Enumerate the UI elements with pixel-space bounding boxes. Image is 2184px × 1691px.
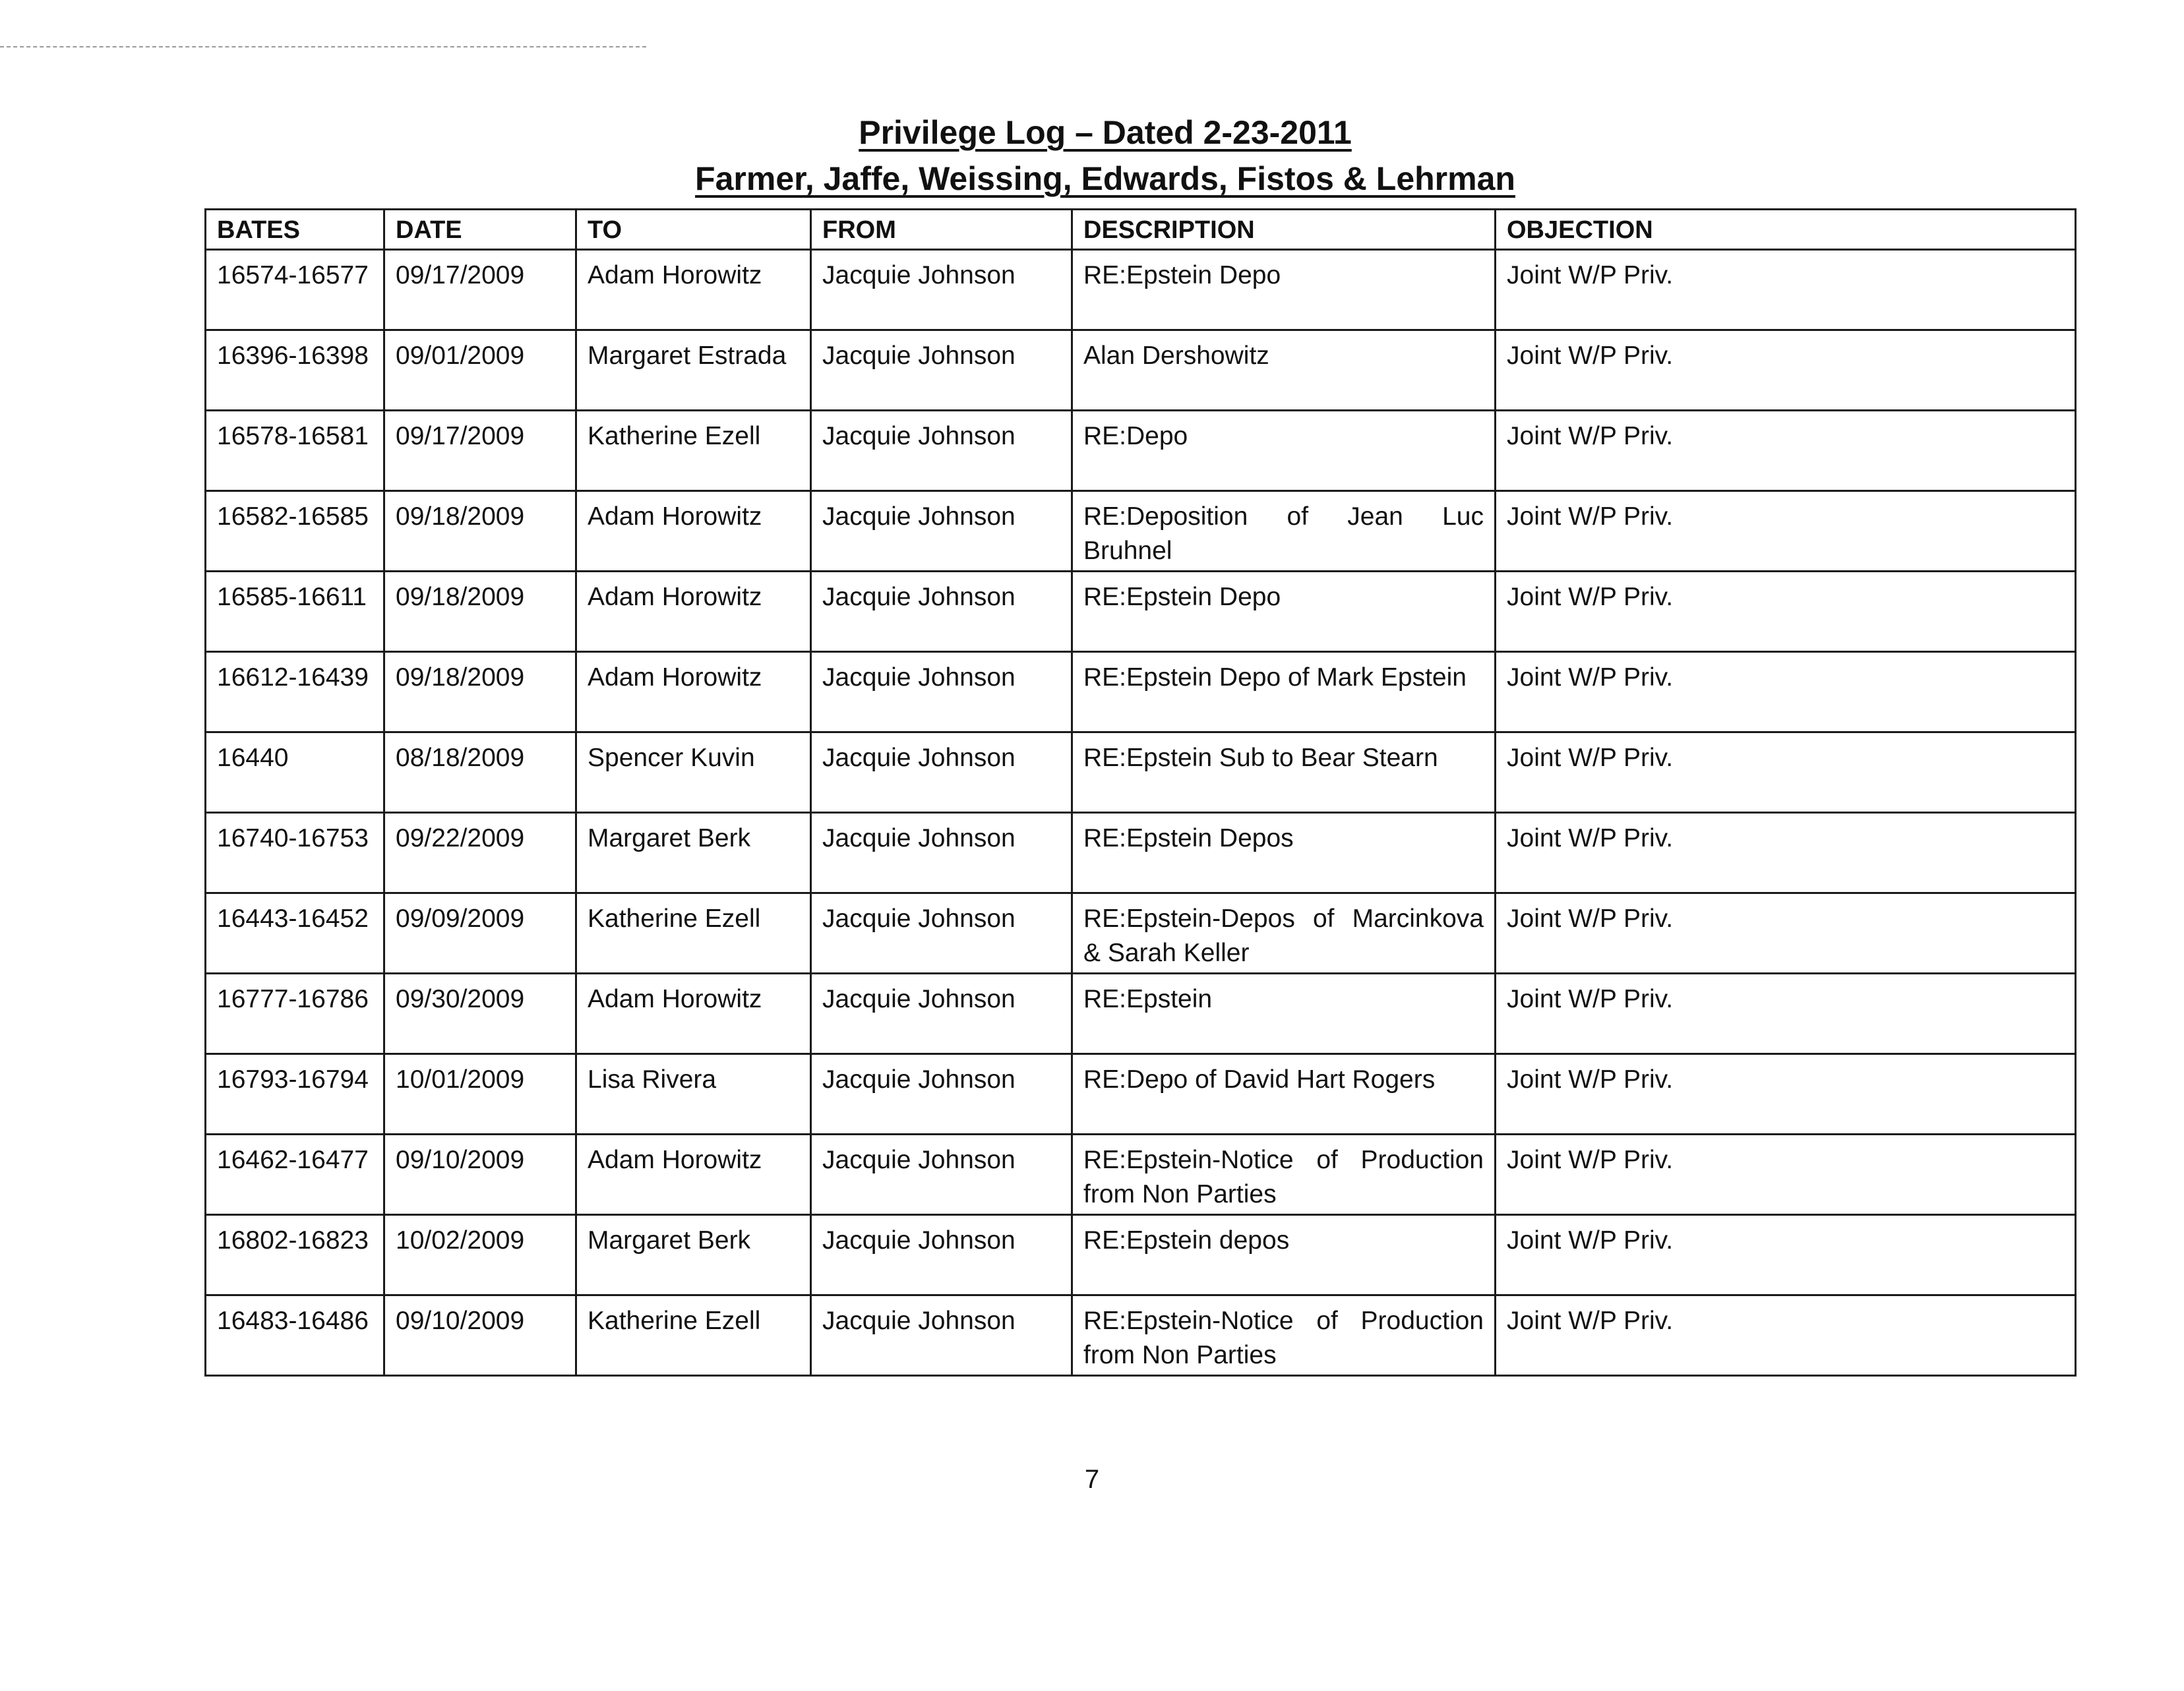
cell-description: RE:Epstein depos: [1072, 1215, 1496, 1295]
cell-bates: 16740-16753: [206, 813, 384, 893]
cell-description: RE:Epstein: [1072, 974, 1496, 1054]
table-row: [206, 411, 2076, 491]
table-row: [206, 893, 2076, 974]
cell-date: 10/02/2009: [384, 1215, 576, 1295]
table-row: [206, 1054, 2076, 1135]
table-row: [206, 330, 2076, 411]
cell-to: Katherine Ezell: [576, 893, 811, 974]
cell-to: Adam Horowitz: [576, 974, 811, 1054]
table-row: [206, 1295, 2076, 1376]
cell-from: Jacquie Johnson: [811, 652, 1072, 732]
document-title: Privilege Log – Dated 2-23-2011: [859, 114, 1352, 151]
cell-bates: 16612-16439: [206, 652, 384, 732]
cell-description: RE:Deposition of Jean Luc Bruhnel: [1072, 491, 1496, 572]
cell-objection: Joint W/P Priv.: [1496, 893, 2076, 974]
cell-bates: 16440: [206, 732, 384, 813]
cell-description: RE:Depo: [1072, 411, 1496, 491]
header-bates: BATES: [206, 210, 384, 250]
cell-objection: Joint W/P Priv.: [1496, 1295, 2076, 1376]
cell-description: RE:Epstein Depo: [1072, 572, 1496, 652]
cell-bates: 16802-16823: [206, 1215, 384, 1295]
cell-to: Spencer Kuvin: [576, 732, 811, 813]
document-header: [0, 109, 2184, 202]
cell-objection: Joint W/P Priv.: [1496, 974, 2076, 1054]
cell-description: RE:Epstein Depo: [1072, 250, 1496, 330]
cell-to: Margaret Berk: [576, 813, 811, 893]
cell-date: 09/17/2009: [384, 250, 576, 330]
cell-date: 09/18/2009: [384, 572, 576, 652]
page-number: 7: [1084, 1465, 1100, 1494]
cell-from: Jacquie Johnson: [811, 572, 1072, 652]
cell-date: 09/30/2009: [384, 974, 576, 1054]
table-row: [206, 1135, 2076, 1215]
cell-from: Jacquie Johnson: [811, 1295, 1072, 1376]
cell-objection: Joint W/P Priv.: [1496, 732, 2076, 813]
cell-date: 10/01/2009: [384, 1054, 576, 1135]
cell-bates: 16396-16398: [206, 330, 384, 411]
table-row: [206, 652, 2076, 732]
cell-description: RE:Epstein Depo of Mark Epstein: [1072, 652, 1496, 732]
cell-date: 09/10/2009: [384, 1135, 576, 1215]
cell-from: Jacquie Johnson: [811, 411, 1072, 491]
cell-to: Katherine Ezell: [576, 411, 811, 491]
cell-description: Alan Dershowitz: [1072, 330, 1496, 411]
cell-objection: Joint W/P Priv.: [1496, 1215, 2076, 1295]
cell-date: 09/01/2009: [384, 330, 576, 411]
cell-bates: 16777-16786: [206, 974, 384, 1054]
cell-to: Katherine Ezell: [576, 1295, 811, 1376]
cell-bates: 16793-16794: [206, 1054, 384, 1135]
cell-to: Adam Horowitz: [576, 250, 811, 330]
privilege-log-table: [204, 208, 2077, 1377]
scan-artifact-line: [0, 46, 646, 47]
cell-to: Margaret Estrada: [576, 330, 811, 411]
cell-description: RE:Epstein-Depos of Marcinkova & Sarah Keller: [1072, 893, 1496, 974]
cell-from: Jacquie Johnson: [811, 1135, 1072, 1215]
cell-description: RE:Epstein-Notice of Production from Non Parties: [1072, 1135, 1496, 1215]
cell-objection: Joint W/P Priv.: [1496, 491, 2076, 572]
header-to: TO: [576, 210, 811, 250]
table-row: [206, 813, 2076, 893]
cell-from: Jacquie Johnson: [811, 813, 1072, 893]
cell-objection: Joint W/P Priv.: [1496, 1054, 2076, 1135]
cell-from: Jacquie Johnson: [811, 250, 1072, 330]
cell-bates: 16443-16452: [206, 893, 384, 974]
header-objection: OBJECTION: [1496, 210, 2076, 250]
header-description: DESCRIPTION: [1072, 210, 1496, 250]
header-from: FROM: [811, 210, 1072, 250]
cell-date: 09/18/2009: [384, 491, 576, 572]
table-row: [206, 250, 2076, 330]
cell-date: 09/10/2009: [384, 1295, 576, 1376]
cell-objection: Joint W/P Priv.: [1496, 1135, 2076, 1215]
table-row: [206, 974, 2076, 1054]
cell-bates: 16585-16611: [206, 572, 384, 652]
cell-bates: 16574-16577: [206, 250, 384, 330]
cell-from: Jacquie Johnson: [811, 330, 1072, 411]
cell-from: Jacquie Johnson: [811, 1215, 1072, 1295]
cell-objection: Joint W/P Priv.: [1496, 250, 2076, 330]
cell-to: Adam Horowitz: [576, 572, 811, 652]
cell-bates: 16582-16585: [206, 491, 384, 572]
cell-bates: 16462-16477: [206, 1135, 384, 1215]
cell-objection: Joint W/P Priv.: [1496, 652, 2076, 732]
cell-description: RE:Depo of David Hart Rogers: [1072, 1054, 1496, 1135]
cell-from: Jacquie Johnson: [811, 893, 1072, 974]
cell-from: Jacquie Johnson: [811, 974, 1072, 1054]
cell-description: RE:Epstein Sub to Bear Stearn: [1072, 732, 1496, 813]
cell-objection: Joint W/P Priv.: [1496, 411, 2076, 491]
cell-from: Jacquie Johnson: [811, 1054, 1072, 1135]
cell-date: 09/09/2009: [384, 893, 576, 974]
cell-description: RE:Epstein-Notice of Production from Non Parties: [1072, 1295, 1496, 1376]
table-body: [206, 250, 2076, 1376]
cell-date: 09/17/2009: [384, 411, 576, 491]
cell-to: Margaret Berk: [576, 1215, 811, 1295]
cell-description: RE:Epstein Depos: [1072, 813, 1496, 893]
document-subtitle: Farmer, Jaffe, Weissing, Edwards, Fistos & Lehrman: [695, 160, 1515, 197]
cell-objection: Joint W/P Priv.: [1496, 813, 2076, 893]
cell-to: Lisa Rivera: [576, 1054, 811, 1135]
cell-from: Jacquie Johnson: [811, 732, 1072, 813]
cell-objection: Joint W/P Priv.: [1496, 330, 2076, 411]
cell-to: Adam Horowitz: [576, 1135, 811, 1215]
table-row: [206, 732, 2076, 813]
cell-date: 09/22/2009: [384, 813, 576, 893]
cell-objection: Joint W/P Priv.: [1496, 572, 2076, 652]
table-row: [206, 1215, 2076, 1295]
cell-date: 08/18/2009: [384, 732, 576, 813]
table-header-row: [206, 210, 2076, 250]
cell-bates: 16483-16486: [206, 1295, 384, 1376]
header-date: DATE: [384, 210, 576, 250]
cell-from: Jacquie Johnson: [811, 491, 1072, 572]
cell-to: Adam Horowitz: [576, 652, 811, 732]
cell-to: Adam Horowitz: [576, 491, 811, 572]
cell-bates: 16578-16581: [206, 411, 384, 491]
cell-date: 09/18/2009: [384, 652, 576, 732]
table-row: [206, 572, 2076, 652]
table-row: [206, 491, 2076, 572]
